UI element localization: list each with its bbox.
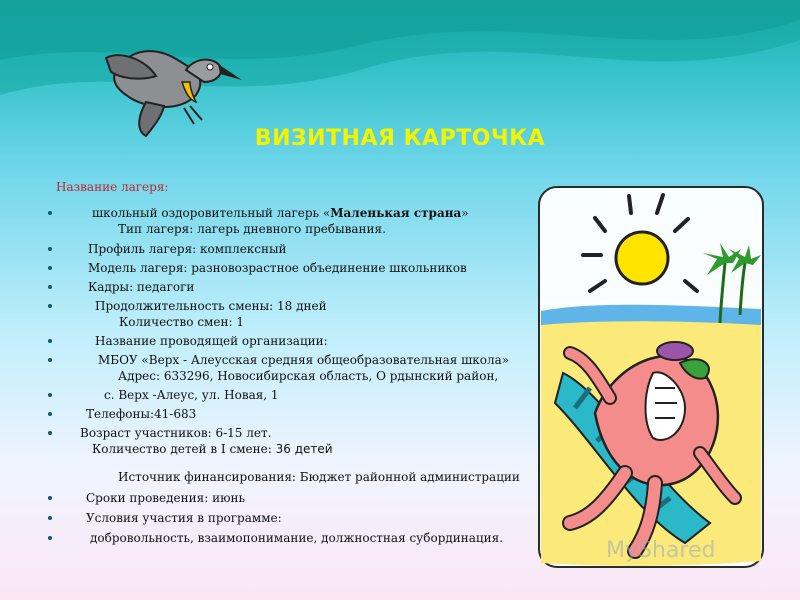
camp-name-label: Название лагеря: xyxy=(56,180,169,194)
camp-model: Модель лагеря: разновозрастное объединение школьников xyxy=(88,261,467,275)
bird-illustration xyxy=(86,40,246,140)
page-title: ВИЗИТНАЯ КАРТОЧКА xyxy=(254,126,546,151)
watermark: MyShared xyxy=(606,538,716,563)
conditions-label: Условия участия в программе: xyxy=(86,511,282,525)
shift-duration: Продолжительность смены: 18 дней xyxy=(95,299,327,313)
camp-staff: Кадры: педагоги xyxy=(88,280,195,294)
camp-prefix: школьный оздоровительный лагерь « xyxy=(92,206,331,220)
organization-label: Название проводящей организации: xyxy=(95,334,328,348)
organization-address: Адрес: 633296, Новосибирская область, О рдынский район, xyxy=(118,369,499,383)
sun-icon xyxy=(616,232,668,284)
list-item xyxy=(48,490,528,506)
list-item xyxy=(48,387,528,403)
camp-type: Тип лагеря: лагерь дневного пребывания. xyxy=(118,222,386,236)
list-item xyxy=(48,352,528,384)
organization-address-2: с. Верх -Алеус, ул. Новая, 1 xyxy=(104,388,279,402)
list-item xyxy=(48,469,528,485)
camp-name: Маленькая страна xyxy=(330,206,462,220)
list-item xyxy=(48,298,528,330)
list-item xyxy=(48,510,528,526)
info-list xyxy=(48,205,528,546)
children-count: 36 детей xyxy=(275,442,333,456)
period: Сроки проведения: июнь xyxy=(86,491,246,505)
participants-age: Возраст участников: 6-15 лет. xyxy=(80,426,272,440)
list-item xyxy=(48,205,528,237)
list-item xyxy=(48,241,528,257)
children-count-label: Количество детей в I смене: xyxy=(92,442,272,456)
list-item xyxy=(48,425,528,457)
conditions: добровольность, взаимопонимание, должностная субординация. xyxy=(90,531,504,545)
shift-count: Количество смен: 1 xyxy=(119,315,244,329)
phones: Телефоны:41-683 xyxy=(86,407,197,421)
list-item xyxy=(48,279,528,295)
camp-profile: Профиль лагеря: комплексный xyxy=(88,242,287,256)
list-item xyxy=(48,333,528,349)
camp-suffix: » xyxy=(461,206,469,220)
list-item xyxy=(48,406,528,422)
list-item xyxy=(48,260,528,276)
list-item xyxy=(48,530,528,546)
beach-sunbather-illustration xyxy=(535,183,767,571)
organization-name: МБОУ «Верх - Алеусская средняя общеобразовательная школа» xyxy=(98,353,510,367)
funding-source: Источник финансирования: Бюджет районной администрации xyxy=(118,470,520,484)
